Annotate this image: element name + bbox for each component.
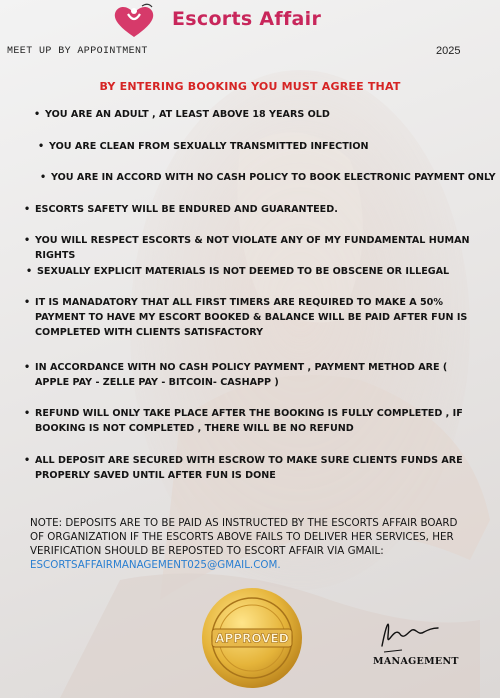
bullet: •	[40, 172, 47, 183]
rule-text: YOU ARE CLEAN FROM SEXUALLY TRANSMITTED INFECTION	[49, 141, 369, 152]
rule-text: YOU WILL RESPECT ESCORTS & NOT VIOLATE ANY OF MY FUNDAMENTAL HUMAN RIGHTS	[35, 235, 470, 261]
rule-text: SEXUALLY EXPLICIT MATERIALS IS NOT DEEMED TO BE OBSCENE OR ILLEGAL	[37, 266, 450, 277]
note-text: NOTE: DEPOSITS ARE TO BE PAID AS INSTRUCTED BY THE ESCORTS AFFAIR BOARD OF ORGANIZATION IF THE ESCORTS ABOVE FAILS TO DELIVER HER SERVICES, HER VERIFICATION SHOULD BE REPOSTED TO ESCORT AFFAIR VIA GMAIL:	[30, 517, 458, 557]
heart-logo-icon	[108, 2, 160, 40]
approved-seal-icon	[198, 584, 306, 692]
header	[0, 0, 500, 42]
deposit-note	[30, 516, 470, 572]
bullet: •	[24, 235, 31, 246]
bullet: •	[24, 408, 31, 419]
rule-text: ALL DEPOSIT ARE SECURED WITH ESCROW TO MAKE SURE CLIENTS FUNDS ARE PROPERLY SAVED UNTIL AFTER FUN IS DONE	[35, 455, 463, 481]
agreement-heading: BY ENTERING BOOKING YOU MUST AGREE THAT	[99, 80, 401, 93]
year: 2025	[436, 45, 461, 57]
brand-name: Escorts Affair	[172, 8, 322, 30]
rule-text: YOU ARE AN ADULT , AT LEAST ABOVE 18 YEARS OLD	[45, 109, 330, 120]
contact-email[interactable]: ESCORTSAFFAIRMANAGEMENT025@GMAIL.COM.	[30, 559, 281, 571]
rule-text: IT IS MANADATORY THAT ALL FIRST TIMERS ARE REQUIRED TO MAKE A 50% PAYMENT TO HAVE MY ESCORT BOOKED & BALANCE WILL BE PAID AFTER FUN IS COMPLETED WITH CLIENTS SATISFACTORY	[35, 297, 468, 338]
bullet: •	[24, 362, 31, 373]
rule-item	[24, 202, 474, 217]
bullet: •	[26, 266, 33, 277]
signature-icon	[372, 606, 442, 656]
rule-item	[26, 264, 476, 279]
rule-text: YOU ARE IN ACCORD WITH NO CASH POLICY TO BOOK ELECTRONIC PAYMENT ONLY	[51, 172, 496, 183]
rule-text: REFUND WILL ONLY TAKE PLACE AFTER THE BOOKING IS FULLY COMPLETED , IF BOOKING IS NOT COMPLETED , THERE WILL BE NO REFUND	[35, 408, 463, 434]
rule-item	[24, 295, 490, 340]
rule-item	[24, 406, 490, 436]
rule-item	[24, 360, 454, 390]
bullet: •	[24, 204, 31, 215]
bullet: •	[38, 141, 45, 152]
rule-item	[24, 233, 484, 263]
tagline: MEET UP BY APPOINTMENT	[7, 46, 148, 57]
rule-item	[38, 139, 474, 154]
bullet: •	[24, 455, 31, 466]
seal-label: APPROVED	[215, 631, 289, 646]
bullet: •	[34, 109, 41, 120]
rule-item	[24, 453, 486, 483]
management-label: MANAGEMENT	[373, 656, 459, 667]
rule-text: ESCORTS SAFETY WILL BE ENDURED AND GUARANTEED.	[35, 204, 338, 215]
rule-item	[34, 107, 474, 122]
rule-text: IN ACCORDANCE WITH NO CASH POLICY PAYMENT , PAYMENT METHOD ARE ( APPLE PAY - ZELLE PAY - BITCOIN- CASHAPP )	[35, 362, 448, 388]
rule-item	[40, 170, 496, 185]
bullet: •	[24, 297, 31, 308]
